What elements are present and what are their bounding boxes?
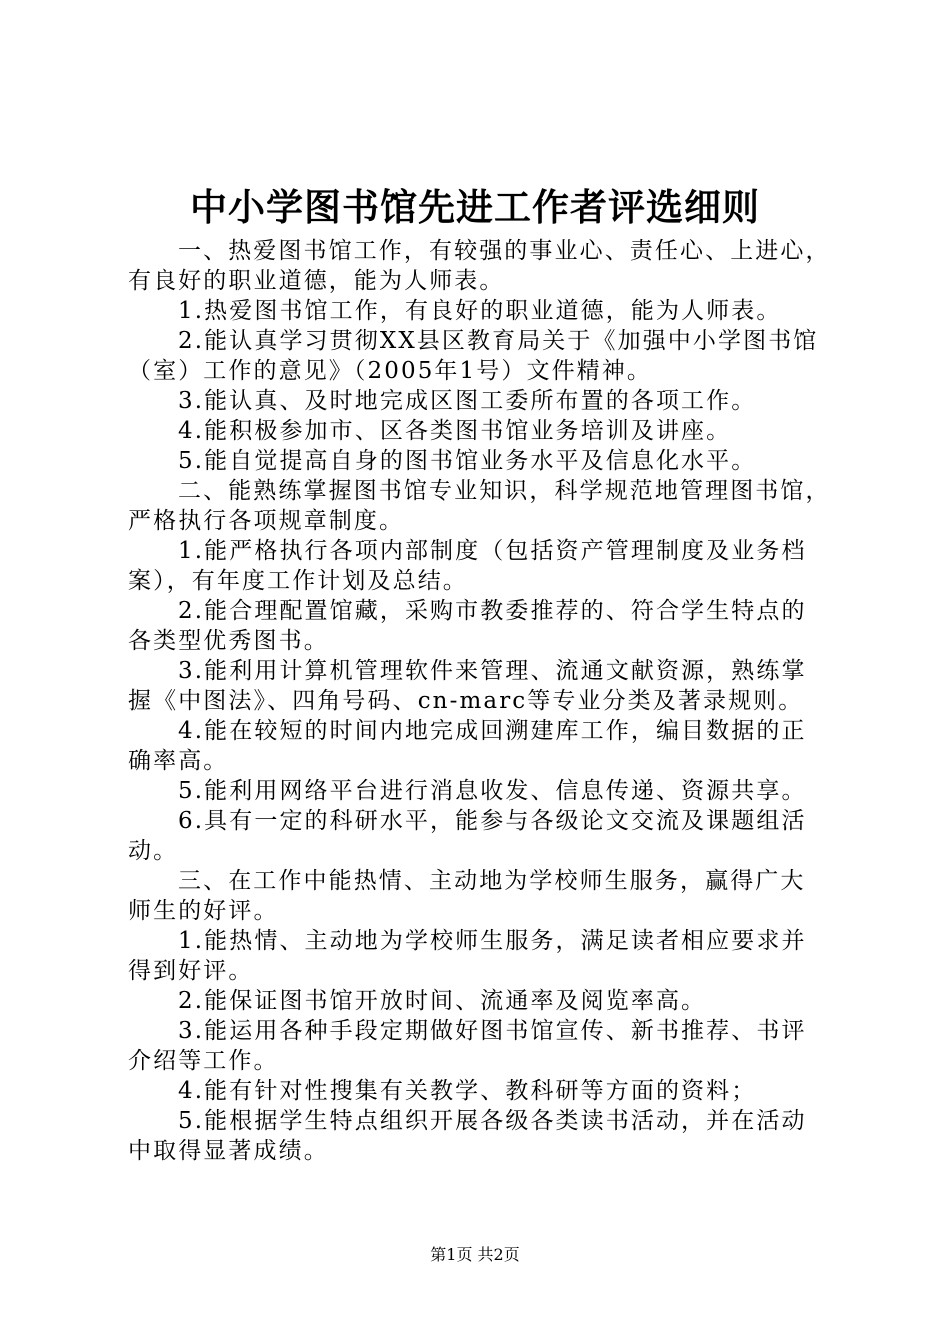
paragraph-line: 5.能根据学生特点组织开展各级各类读书活动，并在活动 (178, 1108, 807, 1134)
body-paragraph (128, 716, 840, 776)
body-paragraph (128, 596, 840, 656)
paragraph-line: 中取得显著成绩。 (128, 1138, 329, 1164)
body-paragraph (128, 926, 840, 986)
paragraph-line: 4.能积极参加市、区各类图书馆业务培训及讲座。 (178, 418, 732, 444)
body-paragraph (128, 1076, 840, 1106)
paragraph-line: 确率高。 (128, 748, 229, 774)
document-title: 中小学图书馆先进工作者评选细则 (190, 186, 760, 229)
paragraph-line: 3.能认真、及时地完成区图工委所布置的各项工作。 (178, 388, 757, 414)
body-paragraph (128, 776, 840, 806)
body-paragraph (128, 656, 840, 716)
body-paragraph (128, 986, 840, 1016)
body-paragraph (128, 536, 840, 596)
paragraph-line: 案），有年度工作计划及总结。 (128, 568, 468, 594)
paragraph-line: （室）工作的意见》（2005年1号）文件精神。 (128, 358, 652, 384)
paragraph-line: 4.能有针对性搜集有关教学、教科研等方面的资料； (178, 1078, 757, 1104)
paragraph-line: 二、能熟练掌握图书馆专业知识，科学规范地管理图书馆， (178, 478, 831, 504)
paragraph-line: 3.能利用计算机管理软件来管理、流通文献资源，熟练掌 (178, 658, 807, 684)
paragraph-line: 2.能合理配置馆藏，采购市教委推荐的、符合学生特点的 (178, 598, 807, 624)
paragraph-line: 5.能自觉提高自身的图书馆业务水平及信息化水平。 (178, 448, 757, 474)
body-paragraph (128, 1106, 840, 1166)
paragraph-line: 1.能热情、主动地为学校师生服务，满足读者相应要求并 (178, 928, 807, 954)
body-paragraph (128, 476, 840, 536)
paragraph-line: 得到好评。 (128, 958, 254, 984)
body-paragraph (128, 236, 840, 296)
paragraph-line: 动。 (128, 838, 179, 864)
body-paragraph (128, 386, 840, 416)
paragraph-line: 师生的好评。 (128, 898, 279, 924)
paragraph-line: 各类型优秀图书。 (128, 628, 329, 654)
paragraph-line: 4.能在较短的时间内地完成回溯建库工作，编目数据的正 (178, 718, 807, 744)
paragraph-line: 一、热爱图书馆工作，有较强的事业心、责任心、上进心， (178, 238, 831, 264)
body-paragraph (128, 866, 840, 926)
body-paragraph (128, 806, 840, 866)
paragraph-line: 有良好的职业道德，能为人师表。 (128, 268, 505, 294)
paragraph-line: 介绍等工作。 (128, 1048, 279, 1074)
paragraph-line: 严格执行各项规章制度。 (128, 508, 405, 534)
paragraph-line: 1.能严格执行各项内部制度（包括资产管理制度及业务档 (178, 538, 807, 564)
paragraph-line: 三、在工作中能热情、主动地为学校师生服务，赢得广大 (178, 868, 806, 894)
paragraph-line: 握《中图法》、四角号码、cn-marc等专业分类及著录规则。 (128, 688, 804, 714)
body-paragraph (128, 416, 840, 446)
body-paragraph (128, 296, 840, 326)
page-footer: 第1页 共2页 (430, 1245, 520, 1264)
paragraph-line: 1.热爱图书馆工作，有良好的职业道德，能为人师表。 (178, 298, 782, 324)
paragraph-line: 6.具有一定的科研水平，能参与各级论文交流及课题组活 (178, 808, 807, 834)
body-paragraph (128, 1016, 840, 1076)
paragraph-line: 5.能利用网络平台进行消息收发、信息传递、资源共享。 (178, 778, 807, 804)
paragraph-line: 3.能运用各种手段定期做好图书馆宣传、新书推荐、书评 (178, 1018, 807, 1044)
document-body (128, 236, 840, 1166)
body-paragraph (128, 446, 840, 476)
paragraph-line: 2.能认真学习贯彻XX县区教育局关于《加强中小学图书馆 (178, 328, 819, 354)
body-paragraph (128, 326, 840, 386)
paragraph-line: 2.能保证图书馆开放时间、流通率及阅览率高。 (178, 988, 707, 1014)
